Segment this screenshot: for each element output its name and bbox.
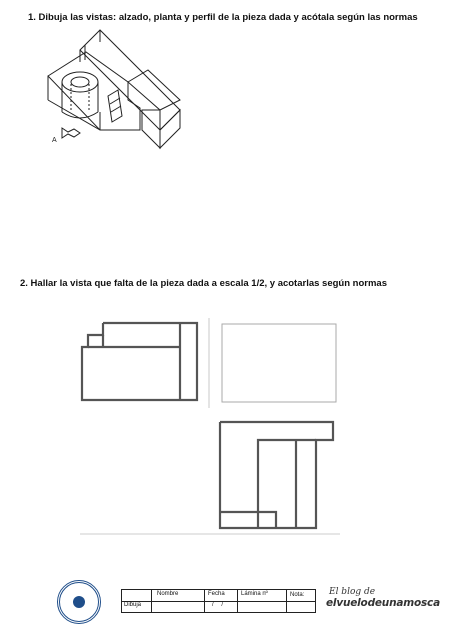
fecha-label: Fecha — [208, 591, 225, 597]
nombre-label: Nombre — [157, 591, 179, 597]
view-direction-arrow — [62, 128, 80, 138]
lamina-label: Lámina nº — [241, 591, 268, 597]
blog-logo-line-1: El blog de — [329, 587, 376, 597]
fecha-value: / / — [212, 602, 227, 608]
elevation-view — [82, 323, 197, 400]
missing-view-frame — [222, 324, 336, 402]
exercise-2-statement: 2. Hallar la vista que falta de la pieza dada a escala 1/2, y acotarlas según normas — [20, 278, 387, 289]
view-direction-letter: A — [52, 137, 57, 144]
nota-label: Nota: — [290, 592, 305, 598]
title-block — [121, 589, 316, 613]
blog-logo-line-2: elvuelodeunamosca — [326, 597, 440, 609]
iso-top-face — [80, 30, 180, 130]
dibuja-label: Dibuja — [124, 602, 142, 608]
iso-cylinder-top — [62, 72, 98, 92]
school-logo — [57, 580, 101, 624]
plan-view — [220, 422, 333, 528]
iso-rib — [108, 90, 122, 122]
iso-end-face — [160, 110, 180, 148]
exercise-1-statement: 1. Dibuja las vistas: alzado, planta y perfil de la pieza dada y acótala según las normas — [28, 12, 418, 23]
isometric-part-drawing — [48, 30, 180, 148]
iso-step-face — [128, 70, 180, 110]
